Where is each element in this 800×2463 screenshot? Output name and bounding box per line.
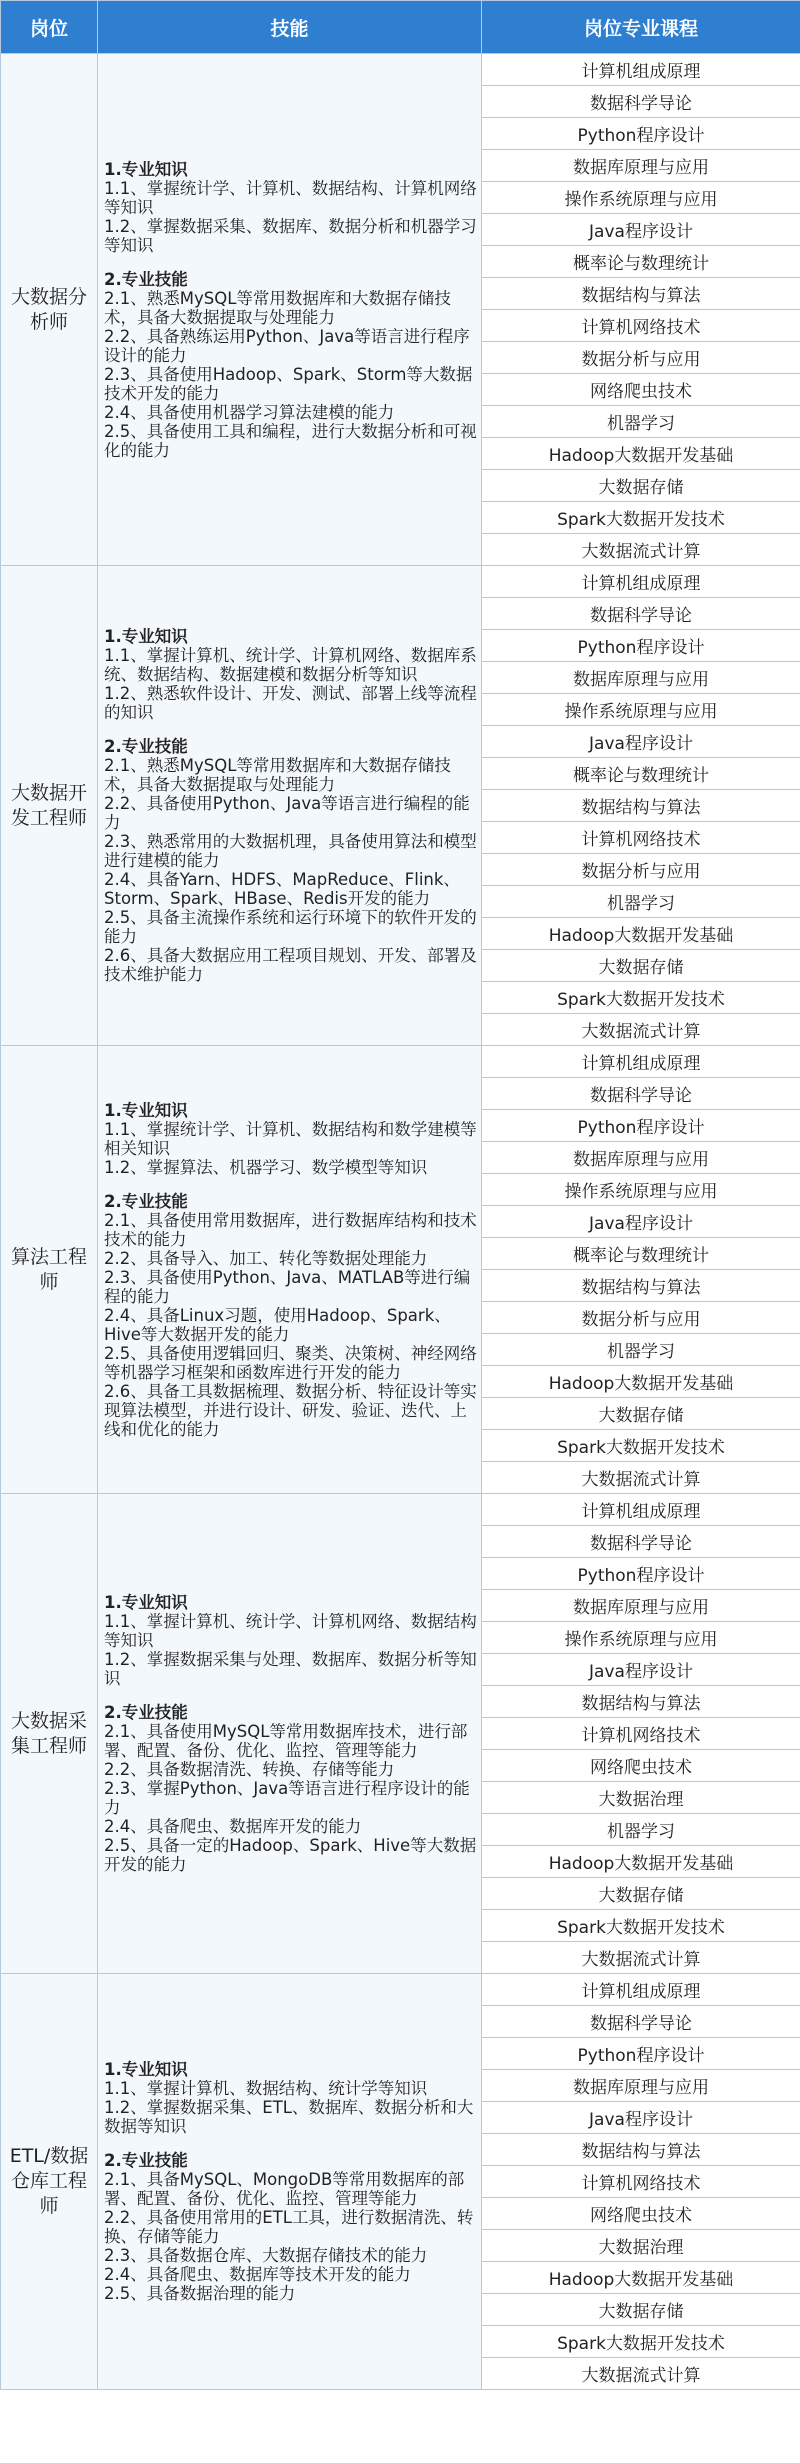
course-cell: 数据结构与算法 [482,790,800,822]
knowledge-item: 1.1、掌握计算机、统计学、计算机网络、数据库系统、数据结构、数据建模和数据分析等知识 [104,646,477,684]
course-cell: 机器学习 [482,406,800,438]
knowledge-title: 1.专业知识 [104,159,188,179]
course-cell: Spark大数据开发技术 [482,982,800,1014]
knowledge-item: 1.2、熟悉软件设计、开发、测试、部署上线等流程的知识 [104,684,477,722]
course-cell: Spark大数据开发技术 [482,502,800,534]
header-skills: 技能 [98,1,482,54]
course-cell: 数据科学导论 [482,1526,800,1558]
skill-item: 2.1、熟悉MySQL等常用数据库和大数据存储技术，具备大数据提取与处理能力 [104,756,451,794]
skill-item: 2.5、具备一定的Hadoop、Spark、Hive等大数据开发的能力 [104,1836,477,1874]
position-name: 大数据开发工程师 [1,566,98,1046]
course-cell: 操作系统原理与应用 [482,694,800,726]
course-cell: Java程序设计 [482,2102,800,2134]
knowledge-item: 1.1、掌握计算机、数据结构、统计学等知识 [104,2079,428,2098]
skill-item: 2.3、具备使用Python、Java、MATLAB等进行编程的能力 [104,1267,471,1306]
skills-title: 2.专业技能 [104,1191,188,1211]
course-cell: 数据库原理与应用 [482,1142,800,1174]
skills-title: 2.专业技能 [104,2151,188,2170]
knowledge-title: 1.专业知识 [104,627,188,646]
knowledge-item: 1.2、掌握数据采集、ETL、数据库、数据分析和大数据等知识 [104,2098,474,2136]
course-cell: 数据分析与应用 [482,854,800,886]
course-cell: 机器学习 [482,1814,800,1846]
skill-item: 2.4、具备爬虫、数据库等技术开发的能力 [104,2265,411,2284]
skill-item: 2.6、具备大数据应用工程项目规划、开发、部署及技术维护能力 [104,946,477,984]
skill-item: 2.3、掌握Python、Java等语言进行程序设计的能力 [104,1779,470,1817]
section-gap [104,1177,477,1192]
header-position: 岗位 [1,1,98,54]
course-cell: 数据科学导论 [482,1078,800,1110]
course-cell: 机器学习 [482,1334,800,1366]
course-cell: Java程序设计 [482,726,800,758]
course-cell: 大数据存储 [482,1878,800,1910]
knowledge-item: 1.2、掌握数据采集与处理、数据库、数据分析等知识 [104,1650,477,1688]
skill-item: 2.4、具备Linux习题，使用Hadoop、Spark、Hive等大数据开发的能力 [104,1305,451,1344]
skill-item: 2.3、熟悉常用的大数据机理，具备使用算法和模型进行建模的能力 [104,832,477,870]
course-cell: 数据科学导论 [482,86,800,118]
skill-item: 2.5、具备使用工具和编程，进行大数据分析和可视化的能力 [104,421,477,460]
course-cell: Python程序设计 [482,1558,800,1590]
skill-item: 2.1、具备MySQL、MongoDB等常用数据库的部署、配置、备份、优化、监控、管理等能力 [104,2170,465,2208]
course-cell: 计算机组成原理 [482,54,800,86]
skill-item: 2.5、具备数据治理的能力 [104,2284,296,2303]
course-cell: 数据库原理与应用 [482,2070,800,2102]
course-cell: 概率论与数理统计 [482,1238,800,1270]
skill-item: 2.4、具备爬虫、数据库开发的能力 [104,1817,362,1836]
course-cell: 网络爬虫技术 [482,374,800,406]
knowledge-title: 1.专业知识 [104,1593,188,1612]
course-cell: 计算机网络技术 [482,2166,800,2198]
course-cell: 数据库原理与应用 [482,662,800,694]
knowledge-item: 1.2、掌握算法、机器学习、数学模型等知识 [104,1157,428,1177]
course-cell: Spark大数据开发技术 [482,1430,800,1462]
skill-item: 2.2、具备使用Python、Java等语言进行编程的能力 [104,794,470,832]
course-cell: 数据结构与算法 [482,2134,800,2166]
course-cell: 数据分析与应用 [482,1302,800,1334]
skill-item: 2.1、具备使用常用数据库，进行数据库结构和技术技术的能力 [104,1210,477,1249]
skills-title: 2.专业技能 [104,269,188,289]
skills-cell [98,1494,482,1974]
knowledge-title: 1.专业知识 [104,1100,188,1120]
course-cell: Java程序设计 [482,214,800,246]
course-cell: 计算机网络技术 [482,1718,800,1750]
course-cell: Hadoop大数据开发基础 [482,918,800,950]
course-cell: 数据结构与算法 [482,1686,800,1718]
course-cell: 大数据流式计算 [482,2358,800,2390]
course-cell: 操作系统原理与应用 [482,1174,800,1206]
skills-title: 2.专业技能 [104,737,188,756]
skill-item: 2.3、具备使用Hadoop、Spark、Storm等大数据技术开发的能力 [104,364,473,403]
course-cell: 数据分析与应用 [482,342,800,374]
course-cell: 概率论与数理统计 [482,758,800,790]
section-gap [104,255,477,270]
course-cell: 计算机组成原理 [482,1974,800,2006]
position-name: 大数据采集工程师 [1,1494,98,1974]
course-cell: 机器学习 [482,886,800,918]
course-cell: 大数据治理 [482,2230,800,2262]
position-name: 算法工程师 [1,1046,98,1494]
course-cell: Hadoop大数据开发基础 [482,1846,800,1878]
course-cell: 数据科学导论 [482,598,800,630]
course-cell: 计算机网络技术 [482,310,800,342]
course-cell: 大数据存储 [482,470,800,502]
skill-item: 2.1、具备使用MySQL等常用数据库技术，进行部署、配置、备份、优化、监控、管理等能力 [104,1722,468,1760]
course-cell: 大数据存储 [482,950,800,982]
skill-item: 2.6、具备工具数据梳理、数据分析、特征设计等实现算法模型，并进行设计、研发、验证、迭代、上线和优化的能力 [104,1381,477,1439]
course-cell: 大数据存储 [482,2294,800,2326]
skill-item: 2.3、具备数据仓库、大数据存储技术的能力 [104,2246,428,2265]
table-row [1,54,800,86]
skills-cell [98,1046,482,1494]
course-cell: Python程序设计 [482,1110,800,1142]
table-row [1,1494,800,1526]
course-cell: Spark大数据开发技术 [482,1910,800,1942]
skill-item: 2.1、熟悉MySQL等常用数据库和大数据存储技术，具备大数据提取与处理能力 [104,288,451,327]
course-cell: Hadoop大数据开发基础 [482,1366,800,1398]
header-row [1,1,800,54]
course-cell: 计算机网络技术 [482,822,800,854]
course-cell: 网络爬虫技术 [482,2198,800,2230]
skills-title: 2.专业技能 [104,1703,188,1722]
course-cell: Python程序设计 [482,118,800,150]
course-cell: Python程序设计 [482,2038,800,2070]
skills-cell [98,566,482,1046]
table-row [1,1046,800,1078]
skill-item: 2.2、具备使用常用的ETL工具，进行数据清洗、转换、存储等能力 [104,2208,474,2246]
position-name: 大数据分析师 [1,54,98,566]
course-cell: 数据科学导论 [482,2006,800,2038]
knowledge-item: 1.1、掌握统计学、计算机、数据结构、计算机网络等知识 [104,178,477,217]
table-row [1,1974,800,2006]
knowledge-item: 1.1、掌握计算机、统计学、计算机网络、数据结构等知识 [104,1612,477,1650]
course-cell: 计算机组成原理 [482,566,800,598]
skill-item: 2.2、具备导入、加工、转化等数据处理能力 [104,1248,428,1268]
skills-cell [98,1974,482,2390]
skill-item: 2.5、具备主流操作系统和运行环境下的软件开发的能力 [104,908,477,946]
course-cell: Python程序设计 [482,630,800,662]
course-cell: 数据库原理与应用 [482,150,800,182]
knowledge-title: 1.专业知识 [104,2060,188,2079]
course-cell: 概率论与数理统计 [482,246,800,278]
skills-cell [98,54,482,566]
course-cell: 数据结构与算法 [482,278,800,310]
position-name: ETL/数据仓库工程师 [1,1974,98,2390]
skill-item: 2.4、具备使用机器学习算法建模的能力 [104,402,395,422]
course-cell: 大数据流式计算 [482,1942,800,1974]
knowledge-item: 1.2、掌握数据采集、数据库、数据分析和机器学习等知识 [104,216,477,255]
course-cell: Java程序设计 [482,1654,800,1686]
course-cell: 大数据流式计算 [482,534,800,566]
table-row [1,566,800,598]
course-cell: 操作系统原理与应用 [482,182,800,214]
skill-item: 2.2、具备数据清洗、转换、存储等能力 [104,1760,395,1779]
course-cell: 计算机组成原理 [482,1046,800,1078]
course-cell: 计算机组成原理 [482,1494,800,1526]
course-cell: 大数据流式计算 [482,1014,800,1046]
course-cell: 数据库原理与应用 [482,1590,800,1622]
course-cell: Spark大数据开发技术 [482,2326,800,2358]
course-cell: 操作系统原理与应用 [482,1622,800,1654]
course-cell: 网络爬虫技术 [482,1750,800,1782]
section-gap [104,2136,477,2151]
skill-item: 2.4、具备Yarn、HDFS、MapReduce、Flink、Storm、Spark、HBase、Redis开发的能力 [104,870,460,908]
course-cell: Hadoop大数据开发基础 [482,2262,800,2294]
course-cell: Java程序设计 [482,1206,800,1238]
course-cell: 数据结构与算法 [482,1270,800,1302]
header-courses: 岗位专业课程 [482,1,800,54]
section-gap [104,722,477,737]
course-cell: 大数据存储 [482,1398,800,1430]
course-cell: 大数据流式计算 [482,1462,800,1494]
section-gap [104,1688,477,1703]
skill-item: 2.2、具备熟练运用Python、Java等语言进行程序设计的能力 [104,326,470,365]
course-cell: 大数据治理 [482,1782,800,1814]
course-cell: Hadoop大数据开发基础 [482,438,800,470]
knowledge-item: 1.1、掌握统计学、计算机、数据结构和数学建模等相关知识 [104,1119,477,1158]
skill-item: 2.5、具备使用逻辑回归、聚类、决策树、神经网络等机器学习框架和函数库进行开发的能力 [104,1343,477,1382]
